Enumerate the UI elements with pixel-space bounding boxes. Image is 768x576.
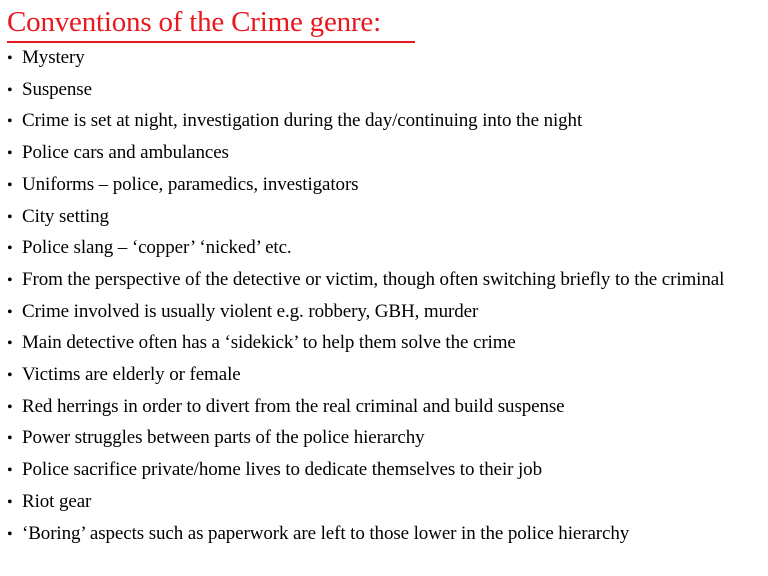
bullet-item (7, 170, 747, 202)
bullet-item (7, 233, 747, 265)
bullet-icon: • (7, 462, 13, 480)
bullet-icon: • (7, 525, 13, 543)
bullet-icon: • (7, 303, 13, 321)
bullet-item (7, 43, 747, 75)
bullet-icon: • (7, 81, 13, 99)
bullet-text: Police slang – ‘copper’ ‘nicked’ etc. (22, 237, 292, 259)
bullet-text: Police sacrifice private/home lives to dedicate themselves to their job (22, 459, 542, 481)
bullet-item (7, 297, 747, 329)
bullet-icon: • (7, 493, 13, 511)
bullet-text: From the perspective of the detective or victim, though often switching briefly to the criminal (22, 268, 725, 290)
title-block (7, 4, 381, 40)
bullet-item (7, 106, 747, 138)
bullet-text: Victims are elderly or female (22, 364, 241, 386)
bullet-text: Red herrings in order to divert from the real criminal and build suspense (22, 395, 565, 417)
bullet-icon: • (7, 145, 13, 163)
bullet-icon: • (7, 240, 13, 258)
bullet-text: Crime involved is usually violent e.g. robbery, GBH, murder (22, 300, 479, 322)
bullet-item (7, 423, 747, 455)
slide-title: Conventions of the Crime genre: (7, 6, 381, 38)
bullet-item (7, 487, 747, 519)
bullet-item (7, 392, 747, 424)
bullet-item (7, 360, 747, 392)
bullet-list (7, 43, 747, 550)
bullet-icon: • (7, 176, 13, 194)
bullet-item (7, 328, 747, 360)
bullet-icon: • (7, 208, 13, 226)
bullet-item (7, 75, 747, 107)
bullet-item (7, 519, 747, 551)
bullet-icon: • (7, 335, 13, 353)
bullet-item (7, 265, 747, 297)
bullet-text: Power struggles between parts of the police hierarchy (22, 427, 425, 449)
bullet-item (7, 138, 747, 170)
bullet-icon: • (7, 430, 13, 448)
bullet-text: Mystery (22, 47, 85, 68)
bullet-text: Riot gear (22, 490, 92, 512)
bullet-icon: • (7, 271, 13, 289)
bullet-text: Main detective often has a ‘sidekick’ to help them solve the crime (22, 332, 516, 354)
bullet-text: City setting (22, 205, 109, 227)
bullet-text: Crime is set at night, investigation during the day/continuing into the night (22, 110, 583, 132)
bullet-item (7, 202, 747, 234)
bullet-icon: • (7, 367, 13, 385)
bullet-icon: • (7, 50, 13, 67)
bullet-icon: • (7, 398, 13, 416)
bullet-icon: • (7, 113, 13, 131)
bullet-text: Police cars and ambulances (22, 142, 229, 164)
bullet-text: Suspense (22, 78, 92, 100)
bullet-item (7, 455, 747, 487)
bullet-text: ‘Boring’ aspects such as paperwork are left to those lower in the police hierarchy (22, 522, 630, 544)
bullet-text: Uniforms – police, paramedics, investigators (22, 173, 359, 195)
